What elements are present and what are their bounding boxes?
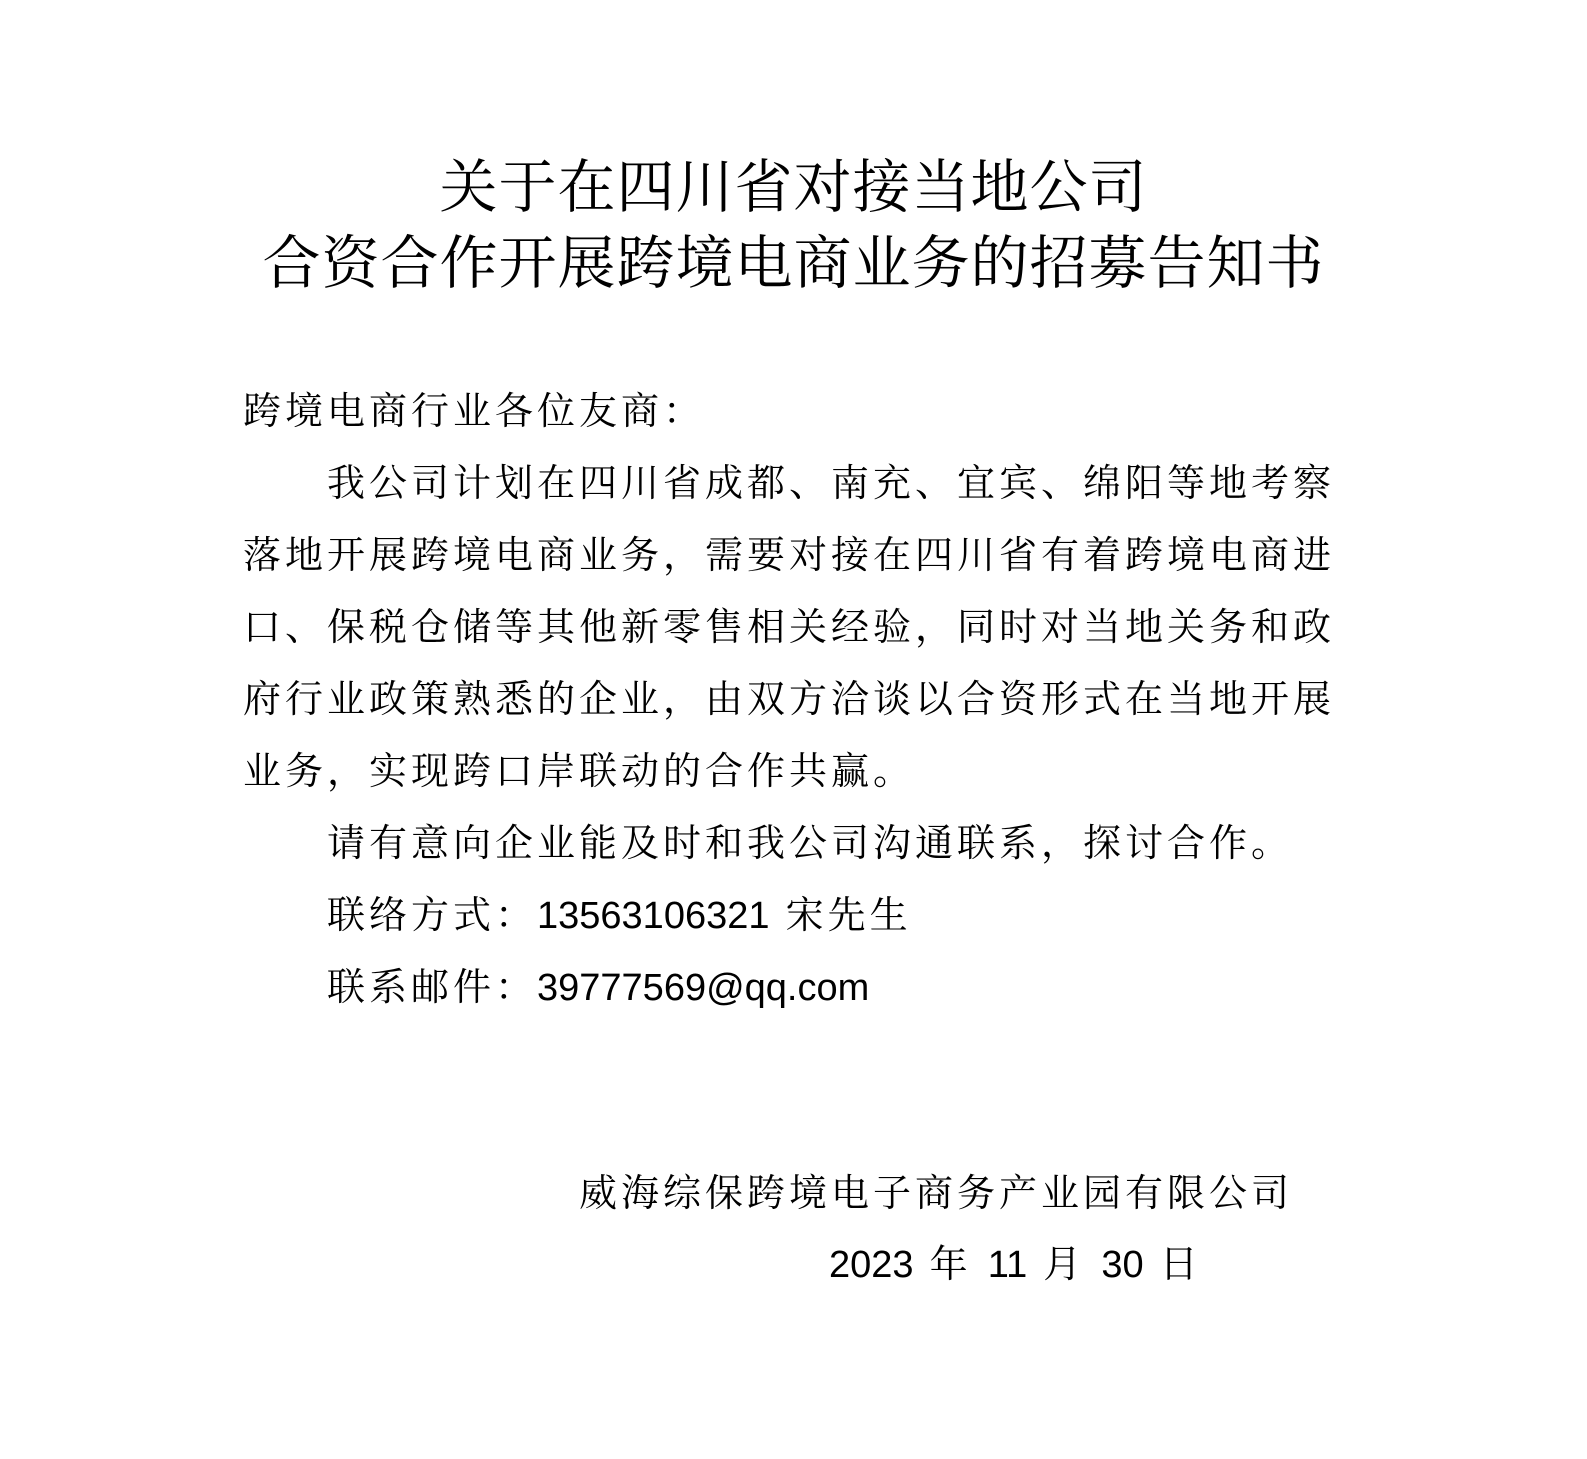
contact-email-address: 39777569@qq.com <box>537 967 870 1009</box>
contact-phone-number: 13563106321 <box>537 895 770 937</box>
paragraph-1-line-1: 我公司计划在四川省成都、南充、宜宾、绵阳等地考察 <box>327 461 1336 505</box>
contact-email-line <box>243 951 1343 1023</box>
signature-date <box>829 1234 1202 1295</box>
date-month-unit: 月 <box>1043 1242 1086 1286</box>
salutation: 跨境电商行业各位友商： <box>243 389 706 433</box>
date-year: 2023 <box>829 1244 914 1286</box>
contact-person: 宋先生 <box>785 893 912 937</box>
document-body <box>243 375 1343 1023</box>
paragraph-1-line-5: 业务，实现跨口岸联动的合作共赢。 <box>243 749 916 793</box>
paragraph-2: 请有意向企业能及时和我公司沟通联系，探讨合作。 <box>327 821 1294 865</box>
contact-phone-line <box>243 879 1343 951</box>
date-day-unit: 日 <box>1159 1242 1202 1286</box>
date-day: 30 <box>1101 1244 1144 1286</box>
date-year-unit: 年 <box>929 1242 972 1286</box>
document-title-line-2: 合资合作开展跨境电商业务的招募告知书 <box>262 229 1325 297</box>
paragraph-1-line-2: 落地开展跨境电商业务，需要对接在四川省有着跨境电商进 <box>243 533 1336 577</box>
date-month: 11 <box>987 1244 1028 1286</box>
document-title-line-1: 关于在四川省对接当地公司 <box>439 153 1148 221</box>
contact-email-label: 联系邮件： <box>327 965 538 1009</box>
signature-company: 威海综保跨境电子商务产业园有限公司 <box>579 1171 1294 1215</box>
paragraph-1-line-4: 府行业政策熟悉的企业，由双方洽谈以合资形式在当地开展 <box>243 677 1336 721</box>
contact-phone-label: 联络方式： <box>327 893 538 937</box>
paragraph-1-line-3: 口、保税仓储等其他新零售相关经验，同时对当地关务和政 <box>243 605 1336 649</box>
